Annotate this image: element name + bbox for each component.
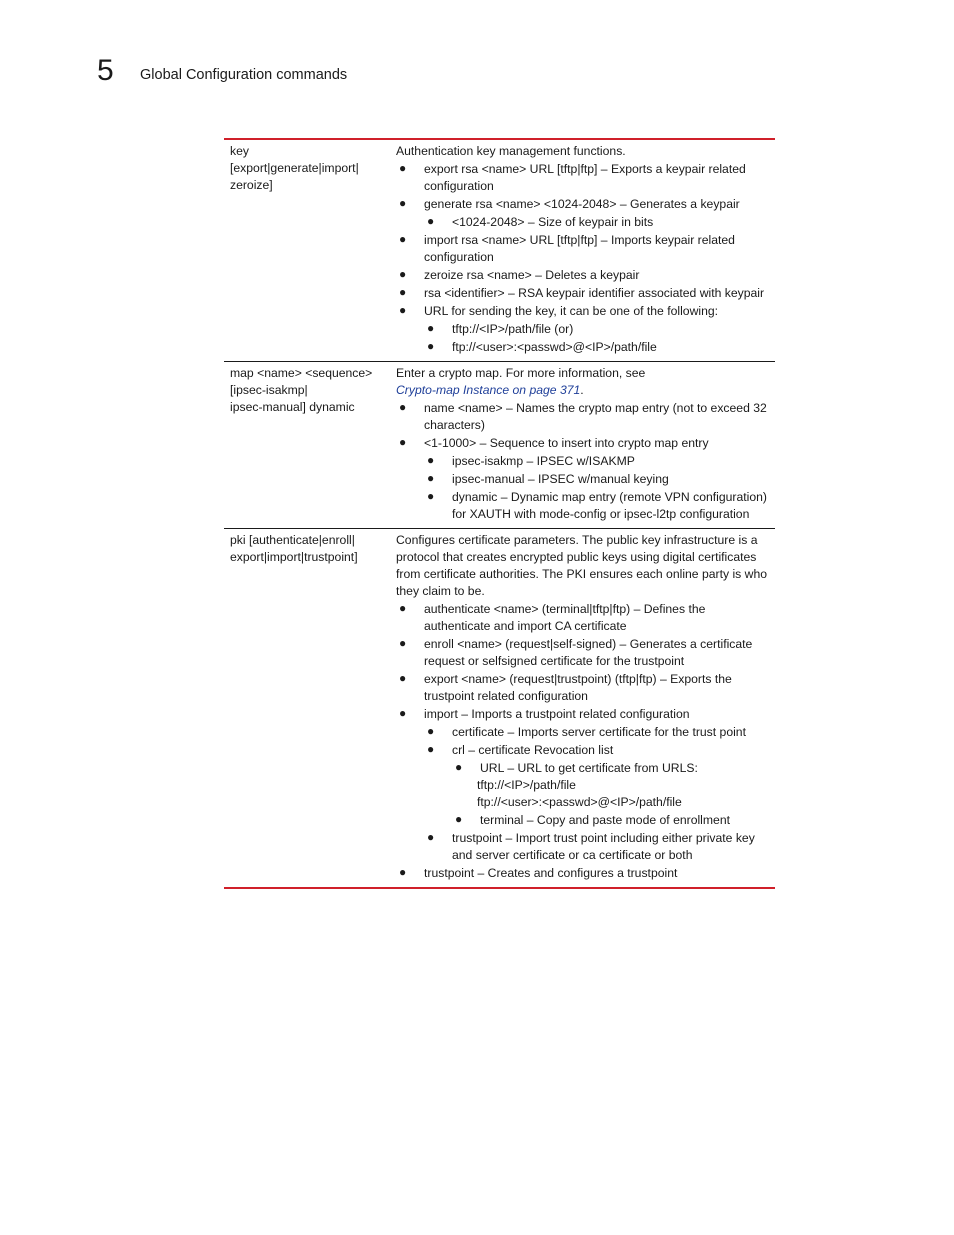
list-item — [396, 706, 771, 723]
list-item-text: enroll <name> (request|self-signed) – Generates a certificate request or selfsigned certificate for the trustpoint — [424, 637, 753, 668]
chapter-number: 5 — [97, 54, 114, 87]
list-item-text: name <name> – Names the crypto map entry (not to exceed 32 characters) — [424, 401, 767, 432]
bullet-icon: ● — [399, 161, 407, 175]
bullet-icon: ● — [399, 285, 407, 299]
list-item — [396, 453, 771, 470]
bullet-icon: ● — [427, 214, 435, 228]
list-item — [396, 830, 771, 864]
list-item — [396, 489, 771, 523]
bullet-list — [396, 601, 771, 882]
bullet-icon: ● — [427, 453, 435, 467]
table-row-key — [224, 140, 775, 362]
command-line: key — [230, 144, 249, 158]
list-item-text: export rsa <name> URL [tftp|ftp] – Exports a keypair related configuration — [424, 162, 746, 193]
command-cell — [224, 365, 396, 523]
command-line: zeroize] — [230, 178, 273, 192]
table-row-map — [224, 362, 775, 529]
list-item-text: export <name> (request|trustpoint) (tftp|ftp) – Exports the trustpoint related configuration — [424, 672, 732, 703]
list-item-text: tftp://<IP>/path/file (or) — [452, 322, 574, 336]
description-intro: Enter a crypto map. For more information, see — [396, 366, 646, 380]
command-line: [ipsec-isakmp| — [230, 383, 308, 397]
list-item-text: ftp://<user>:<passwd>@<IP>/path/file — [452, 340, 657, 354]
list-item-text: crl – certificate Revocation list — [452, 743, 614, 757]
bullet-icon: ● — [399, 435, 407, 449]
bullet-icon: ● — [399, 671, 407, 685]
description-cell — [396, 365, 775, 523]
list-item-text: URL – URL to get certificate from URLS: — [480, 761, 698, 775]
bullet-icon: ● — [399, 303, 407, 317]
command-line: pki [authenticate|enroll| — [230, 533, 355, 547]
bullet-list — [396, 161, 771, 356]
list-item-text: URL for sending the key, it can be one of the following: — [424, 304, 719, 318]
list-item — [396, 232, 771, 266]
list-item-text: authenticate <name> (terminal|tftp|ftp) – Defines the authenticate and import CA certificate — [424, 602, 706, 633]
list-item-text: generate rsa <name> <1024-2048> – Generates a keypair — [424, 197, 740, 211]
list-item-text: certificate – Imports server certificate for the trust point — [452, 725, 746, 739]
command-cell — [224, 143, 396, 356]
description-cell — [396, 532, 775, 882]
list-item-text: import – Imports a trustpoint related configuration — [424, 707, 690, 721]
list-item-text: ipsec-manual – IPSEC w/manual keying — [452, 472, 669, 486]
command-line: ipsec-manual] dynamic — [230, 400, 355, 414]
list-item-text: import rsa <name> URL [tftp|ftp] – Imports keypair related configuration — [424, 233, 735, 264]
list-item — [396, 601, 771, 635]
command-line: [export|generate|import| — [230, 161, 359, 175]
list-item — [396, 161, 771, 195]
bullet-icon: ● — [399, 865, 407, 879]
list-item — [396, 742, 771, 759]
bullet-icon: ● — [399, 636, 407, 650]
list-item-text: zeroize rsa <name> – Deletes a keypair — [424, 268, 640, 282]
crypto-map-link[interactable]: Crypto-map Instance on page 371 — [396, 383, 581, 397]
list-item — [396, 671, 771, 705]
list-item — [396, 760, 771, 777]
list-item-text: terminal – Copy and paste mode of enrollment — [480, 813, 730, 827]
description-intro-link-line: Crypto-map Instance on page 371. — [396, 383, 584, 397]
bullet-icon: ● — [427, 471, 435, 485]
command-line: map <name> <sequence> — [230, 366, 373, 380]
list-item — [396, 267, 771, 284]
list-item — [396, 303, 771, 320]
bullet-icon: ● — [399, 267, 407, 281]
command-table — [224, 138, 775, 889]
list-item-text: ipsec-isakmp – IPSEC w/ISAKMP — [452, 454, 635, 468]
description-intro: Configures certificate parameters. The public key infrastructure is a protocol that creates encrypted public keys using digital certificates from certificate authorities. The PKI ensures each online party is who they claim to be. — [396, 533, 767, 598]
chapter-title: Global Configuration commands — [140, 67, 348, 83]
list-item-text: trustpoint – Import trust point including either private key and server certificate or ca certificate or both — [452, 831, 755, 862]
list-item-text: trustpoint – Creates and configures a trustpoint — [424, 866, 678, 880]
bullet-icon: ● — [427, 489, 435, 503]
list-item — [396, 471, 771, 488]
command-line: export|import|trustpoint] — [230, 550, 358, 564]
list-item — [396, 321, 771, 338]
list-item-text: <1024-2048> – Size of keypair in bits — [452, 215, 654, 229]
list-item — [396, 435, 771, 452]
bullet-icon: ● — [455, 760, 463, 774]
bullet-icon: ● — [455, 812, 463, 826]
list-item — [396, 865, 771, 882]
list-item — [396, 214, 771, 231]
bullet-icon: ● — [427, 724, 435, 738]
description-cell — [396, 143, 775, 356]
command-cell — [224, 532, 396, 882]
bullet-icon: ● — [399, 400, 407, 414]
list-item — [396, 285, 771, 302]
bullet-icon: ● — [427, 321, 435, 335]
bullet-icon: ● — [427, 742, 435, 756]
bullet-icon: ● — [427, 830, 435, 844]
list-item — [396, 339, 771, 356]
bullet-icon: ● — [399, 232, 407, 246]
table-row-pki — [224, 529, 775, 887]
list-item-text: rsa <identifier> – RSA keypair identifier associated with keypair — [424, 286, 765, 300]
list-item-text: dynamic – Dynamic map entry (remote VPN configuration) for XAUTH with mode-config or ipsec-l2tp configuration — [452, 490, 767, 521]
list-item — [396, 400, 771, 434]
bullet-icon: ● — [427, 339, 435, 353]
list-item-text: <1-1000> – Sequence to insert into crypto map entry — [424, 436, 709, 450]
description-intro: Authentication key management functions. — [396, 144, 626, 158]
list-item-continuation: ftp://<user>:<passwd>@<IP>/path/file — [477, 795, 682, 809]
bullet-icon: ● — [399, 706, 407, 720]
list-item — [396, 196, 771, 213]
list-item — [396, 724, 771, 741]
bullet-list — [396, 400, 771, 523]
bullet-icon: ● — [399, 601, 407, 615]
list-item — [396, 636, 771, 670]
bullet-icon: ● — [399, 196, 407, 210]
list-item — [396, 812, 771, 829]
list-item-continuation: tftp://<IP>/path/file — [477, 778, 576, 792]
